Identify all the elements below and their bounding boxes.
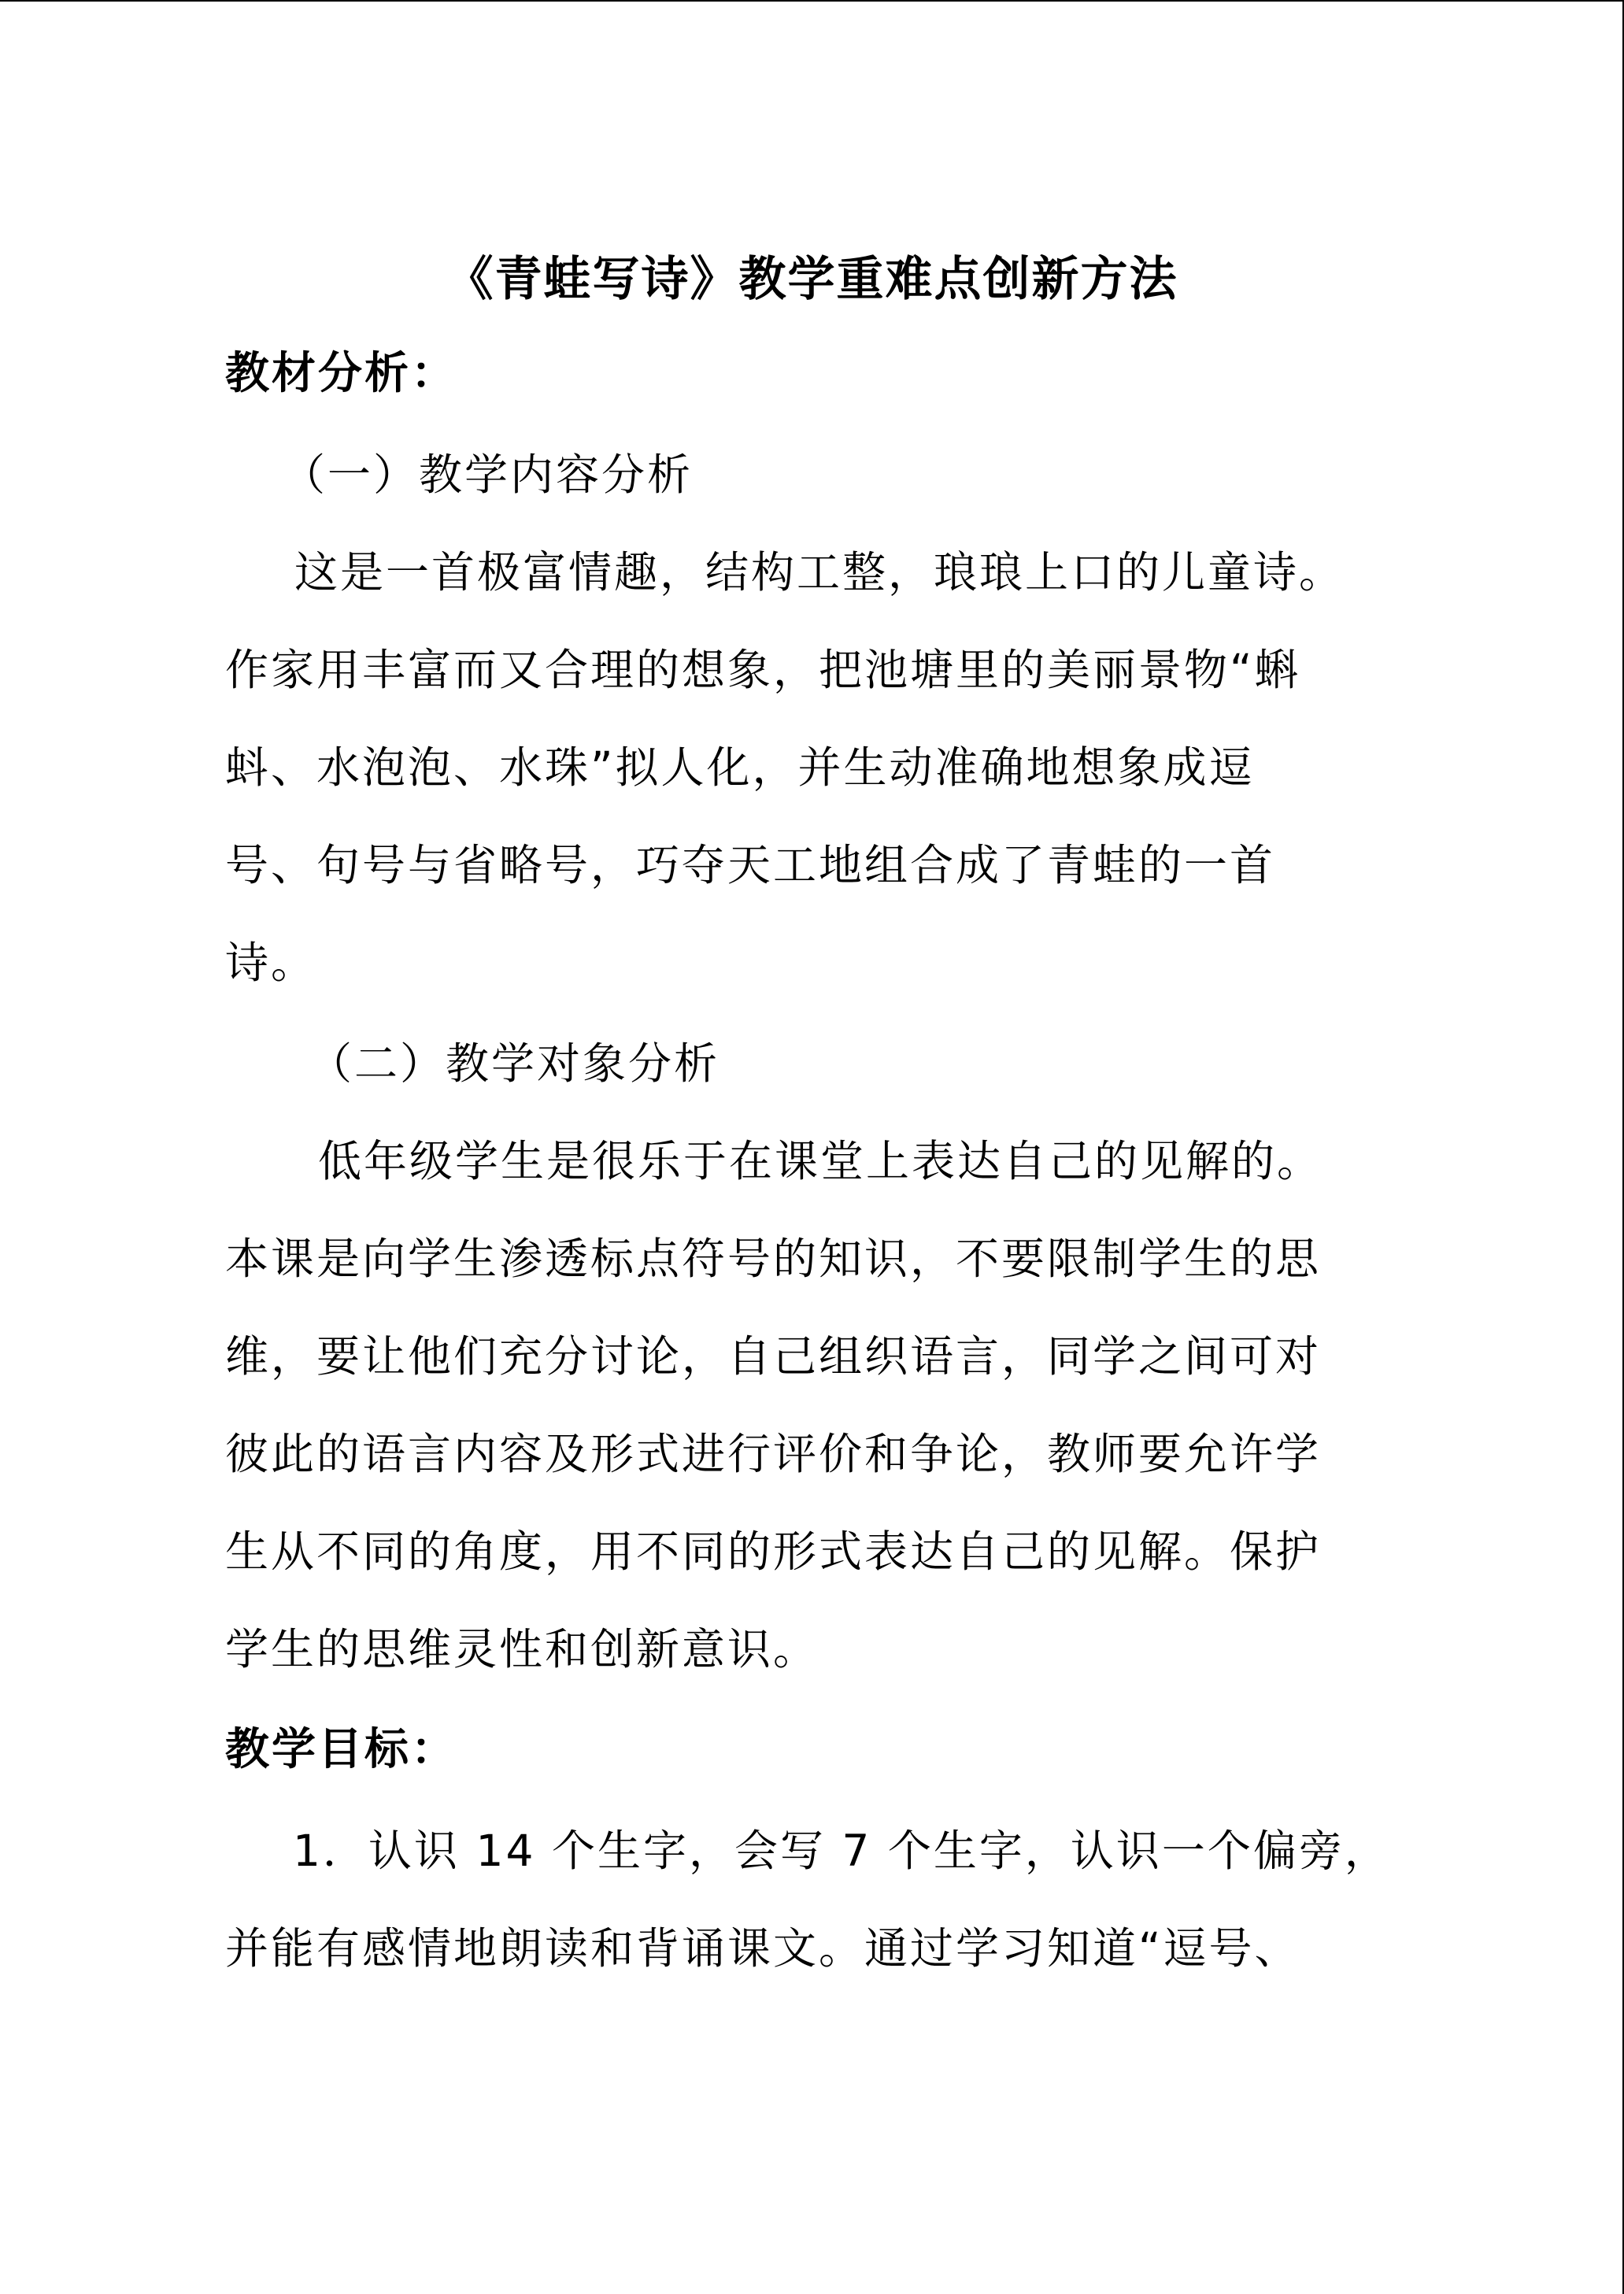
paragraph-line: 彼此的语言内容及形式进行评价和争论，教师要允许学 [225,1429,1322,1479]
paragraph-line: 号、句号与省略号，巧夺天工地组合成了青蛙的一首 [225,840,1276,890]
paragraph-line: 生从不同的角度，用不同的形式表达自己的见解。保护 [225,1526,1322,1577]
section-heading-teaching-goals: 教学目标： [225,1724,457,1775]
paragraph-line: 低年级学生是很乐于在课堂上表达自己的见解的。 [318,1136,1323,1186]
page-top-border [0,0,1624,2]
paragraph-line: 这是一首极富情趣，结构工整，琅琅上口的儿童诗。 [294,547,1345,598]
paragraph-line: 本课是向学生渗透标点符号的知识，不要限制学生的思 [225,1234,1322,1284]
paragraph-line: 作家用丰富而又合理的想象，把池塘里的美丽景物“蝌 [225,645,1300,695]
paragraph-line: 1．认识 14 个生字，会写 7 个生字，认识一个偏旁， [293,1826,1390,1876]
paragraph-line: 维，要让他们充分讨论，自己组织语言，同学之间可对 [225,1331,1322,1382]
paragraph-line: 诗。 [225,938,317,988]
paragraph-line: 并能有感情地朗读和背诵课文。通过学习知道“逗号、 [225,1923,1300,1974]
section-heading-textbook-analysis: 教材分析： [225,348,457,399]
paragraph-line: 学生的思维灵性和创新意识。 [225,1624,819,1674]
subheading-content-analysis: （一）教学内容分析 [282,450,694,500]
document-title: 《青蛙写诗》教学重难点创新方法 [446,252,1178,307]
paragraph-line: 蚪、水泡泡、水珠”拟人化，并生动准确地想象成逗 [225,742,1255,793]
subheading-student-analysis: （二）教学对象分析 [309,1038,720,1089]
